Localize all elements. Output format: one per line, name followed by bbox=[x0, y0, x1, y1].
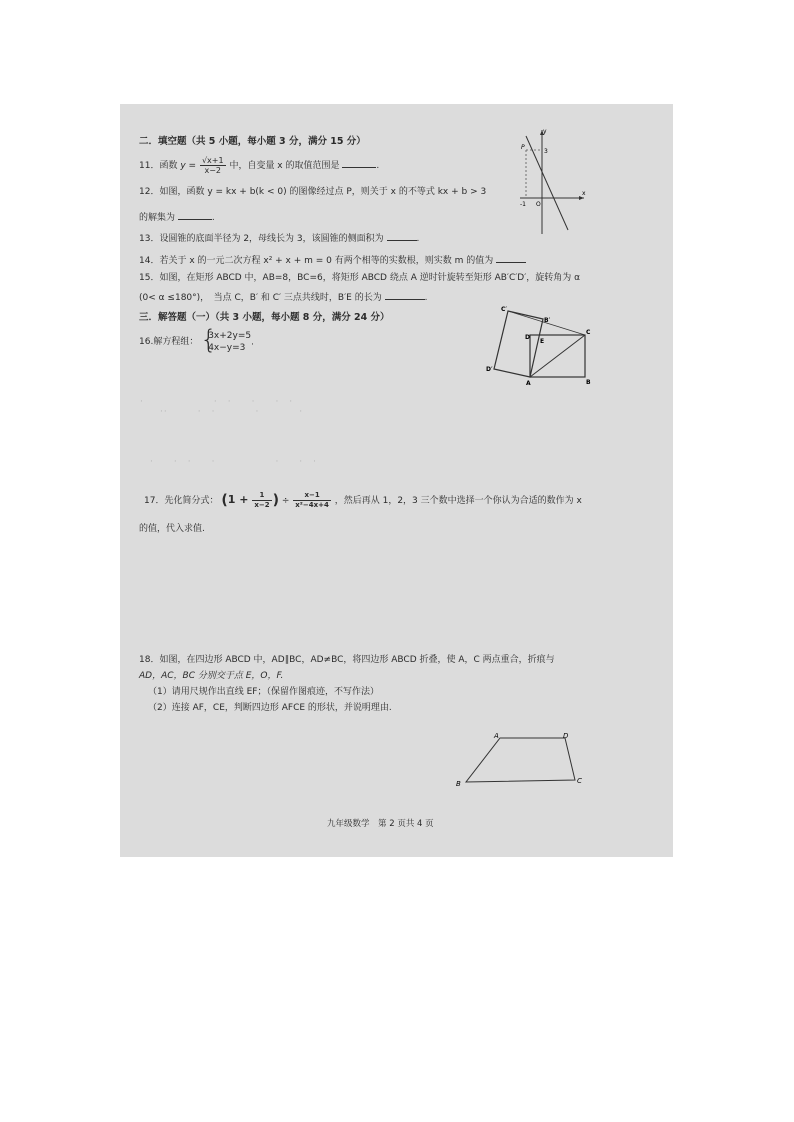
page-footer: 九年级数学 第 2 页共 4 页 bbox=[327, 819, 434, 829]
question-15-line2: (0< α ≤180°)， 当点 C，B′ 和 C′ 三点共线时，B′E 的长为 . bbox=[139, 293, 428, 303]
equation-1: { 3x+2y=5 bbox=[208, 331, 252, 341]
q17-fraction-1 bbox=[252, 491, 271, 510]
label-d: D bbox=[563, 732, 569, 740]
label-b: B bbox=[456, 780, 461, 788]
q17-f2-den: x²−4x+4 bbox=[295, 501, 329, 509]
q13-text: 13．设圆锥的底面半径为 2，母线长为 3，该圆锥的侧面积为 bbox=[139, 234, 384, 244]
answer-blank bbox=[342, 159, 376, 168]
label-e: E bbox=[540, 338, 545, 345]
q17-f2-num: x−1 bbox=[293, 491, 331, 501]
label-y: y bbox=[543, 128, 547, 135]
q12-line2: 的解集为 bbox=[139, 213, 176, 223]
label-c: C bbox=[586, 329, 591, 336]
question-18-part2: （2）连接 AF，CE，判断四边形 AFCE 的形状，并说明理由. bbox=[148, 703, 392, 713]
label-d: D bbox=[525, 334, 530, 341]
label-b1: B′ bbox=[544, 317, 551, 324]
bleed-through-text: ·· · · · · bbox=[160, 407, 304, 417]
question-16 bbox=[139, 330, 254, 360]
bleed-through-text: · · · · · · bbox=[140, 397, 294, 407]
question-14 bbox=[139, 254, 526, 267]
q15-figure bbox=[482, 302, 598, 388]
answer-blank bbox=[387, 232, 417, 241]
paren-close: ) bbox=[272, 492, 279, 509]
paren-open: ( bbox=[221, 492, 228, 509]
q17-divide: ÷ bbox=[281, 496, 290, 506]
q18-trapezoid bbox=[450, 730, 590, 792]
q17-f1-den: x−2 bbox=[254, 501, 270, 509]
question-15-line1: 15．如图，在矩形 ABCD 中，AB=8，BC=6，将矩形 ABCD 绕点 A 逆时针旋转至矩形 AB′C′D′，旋转角为 α bbox=[139, 273, 581, 283]
label-c: C bbox=[577, 777, 582, 785]
label-neg1: -1 bbox=[520, 201, 526, 208]
q11-fraction bbox=[200, 156, 226, 175]
label-o: O bbox=[536, 201, 541, 208]
rectangle-ab1c1d1 bbox=[494, 311, 543, 377]
question-12-line2: 的解集为 . bbox=[139, 213, 215, 223]
q15-line2: (0< α ≤180°)， 当点 C，B′ 和 C′ 三点共线时，B′E 的长为 bbox=[139, 293, 382, 303]
exam-page bbox=[120, 104, 673, 857]
label-3: 3 bbox=[544, 148, 548, 155]
q11-y: y = bbox=[180, 161, 197, 171]
quadrilateral-abcd bbox=[466, 738, 575, 782]
equation-2: 4x−y=3 bbox=[208, 343, 246, 353]
question-17-line2: 的值，代入求值. bbox=[139, 524, 205, 534]
q12-graph bbox=[512, 126, 590, 238]
q11-denominator: x−2 bbox=[204, 166, 222, 175]
question-18-part1: （1）请用尺规作出直线 EF；（保留作图痕迹，不写作法） bbox=[148, 687, 379, 697]
label-a: A bbox=[526, 380, 531, 387]
question-17-line1 bbox=[144, 487, 582, 513]
q17-f1-num: 1 bbox=[252, 491, 271, 501]
label-p: P bbox=[521, 144, 525, 151]
q17-prefix: 17．先化简分式： bbox=[144, 496, 219, 506]
question-18-line1: 18．如图，在四边形 ABCD 中，AD∥BC，AD≠BC，将四边形 ABCD 折叠，使 A，C 两点重合，折痕与 bbox=[139, 655, 555, 665]
q14-text: 14．若关于 x 的一元二次方程 x² + x + m = 0 有两个相等的实数根，则实数 m 的值为 bbox=[139, 256, 494, 266]
q11-prefix: 11．函数 bbox=[139, 161, 178, 171]
question-13: 13．设圆锥的底面半径为 2，母线长为 3，该圆锥的侧面积为 . bbox=[139, 234, 420, 244]
label-b: B bbox=[586, 379, 591, 386]
q11-numerator: √x+1 bbox=[201, 156, 224, 165]
question-18-line2: AD，AC，BC 分别交于点 E，O，F. bbox=[139, 671, 284, 681]
equation-system bbox=[201, 330, 251, 354]
answer-blank bbox=[385, 291, 425, 300]
section-2-title: 二．填空题（共 5 小题，每小题 3 分，满分 15 分） bbox=[139, 136, 366, 147]
question-12-line1: 12．如图，函数 y = kx + b(k < 0) 的图像经过点 P，则关于 x 的不等式 kx + b > 3 bbox=[139, 187, 487, 197]
q17-one: 1 + bbox=[227, 493, 249, 506]
question-11: 11．函数 y = $\frac{√x+1}{x-2}$ 中，自变量 x 的取值范围是 . bbox=[139, 156, 380, 175]
label-d1: D′ bbox=[486, 366, 493, 373]
label-c1: C′ bbox=[501, 306, 507, 313]
section-3-title: 三．解答题（一）（共 3 小题，每小题 8 分，满分 24 分） bbox=[139, 312, 390, 323]
q17-suffix: ，然后再从 1，2，3 三个数中选择一个你认为合适的数作为 x bbox=[334, 496, 582, 506]
answer-blank bbox=[496, 254, 526, 263]
answer-blank bbox=[178, 211, 212, 220]
bleed-through-text: · · · · · · · bbox=[150, 457, 318, 467]
label-a: A bbox=[494, 732, 499, 740]
q16-end: . bbox=[251, 337, 254, 348]
label-x: x bbox=[582, 190, 586, 197]
q11-suffix: 中，自变量 x 的取值范围是 bbox=[229, 161, 340, 171]
q16-prefix: 16.解方程组： bbox=[139, 337, 199, 347]
q17-fraction-2 bbox=[293, 491, 331, 510]
